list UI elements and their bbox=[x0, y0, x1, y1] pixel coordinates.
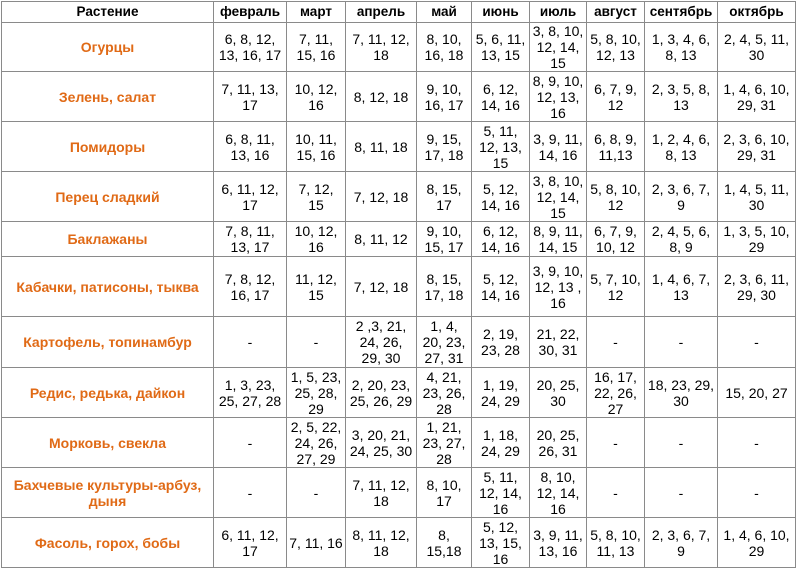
favorable-days-cell: 7, 12, 15 bbox=[287, 172, 346, 222]
column-header-month: июль bbox=[530, 2, 587, 23]
favorable-days-cell: - bbox=[214, 468, 287, 518]
table-row bbox=[2, 368, 796, 418]
favorable-days-cell: 5, 7, 10, 12 bbox=[587, 257, 645, 317]
favorable-days-cell: 11, 12, 15 bbox=[287, 257, 346, 317]
favorable-days-cell: 5, 12, 13, 15, 16 bbox=[472, 518, 530, 568]
favorable-days-cell: 8, 10, 12, 14, 16 bbox=[530, 468, 587, 518]
column-header-month: апрель bbox=[346, 2, 417, 23]
table-row bbox=[2, 518, 796, 568]
plant-name-cell: Бахчевые культуры-арбуз, дыня bbox=[2, 468, 214, 518]
favorable-days-cell: 1, 21, 23, 27, 28 bbox=[417, 418, 472, 468]
table-row bbox=[2, 257, 796, 317]
favorable-days-cell: 1, 4, 20, 23, 27, 31 bbox=[417, 317, 472, 368]
favorable-days-cell: 18, 23, 29, 30 bbox=[645, 368, 718, 418]
favorable-days-cell: 8, 11, 12 bbox=[346, 222, 417, 257]
favorable-days-cell: 6, 12, 14, 16 bbox=[472, 222, 530, 257]
favorable-days-cell: 7, 11, 13, 17 bbox=[214, 72, 287, 122]
favorable-days-cell: 2, 3, 6, 7, 9 bbox=[645, 518, 718, 568]
favorable-days-cell: 5, 12, 14, 16 bbox=[472, 257, 530, 317]
favorable-days-cell: 5, 8, 10, 12 bbox=[587, 172, 645, 222]
favorable-days-cell: 6, 8, 9, 11,13 bbox=[587, 122, 645, 172]
favorable-days-cell: 20, 25, 30 bbox=[530, 368, 587, 418]
favorable-days-cell: - bbox=[587, 468, 645, 518]
plant-name-cell: Баклажаны bbox=[2, 222, 214, 257]
table-row bbox=[2, 222, 796, 257]
plant-name-cell: Морковь, свекла bbox=[2, 418, 214, 468]
favorable-days-cell: 2, 3, 5, 8, 13 bbox=[645, 72, 718, 122]
favorable-days-cell: 7, 11, 12, 18 bbox=[346, 23, 417, 72]
favorable-days-cell: 2, 5, 22, 24, 26, 27, 29 bbox=[287, 418, 346, 468]
favorable-days-cell: 6, 7, 9, 10, 12 bbox=[587, 222, 645, 257]
table-row bbox=[2, 172, 796, 222]
favorable-days-cell: 7, 11, 16 bbox=[287, 518, 346, 568]
favorable-days-cell: 1, 3, 5, 10, 29 bbox=[718, 222, 796, 257]
favorable-days-cell: 5, 8, 10, 11, 13 bbox=[587, 518, 645, 568]
favorable-days-cell: 3, 9, 11, 14, 16 bbox=[530, 122, 587, 172]
favorable-days-cell: - bbox=[645, 317, 718, 368]
table-body bbox=[2, 23, 796, 568]
favorable-days-cell: 8, 11, 18 bbox=[346, 122, 417, 172]
favorable-days-cell: 2, 19, 23, 28 bbox=[472, 317, 530, 368]
favorable-days-cell: 8, 12, 18 bbox=[346, 72, 417, 122]
favorable-days-cell: 2, 3, 6, 11, 29, 30 bbox=[718, 257, 796, 317]
favorable-days-cell: 2, 3, 6, 7, 9 bbox=[645, 172, 718, 222]
planting-calendar-table bbox=[1, 1, 796, 568]
header-row bbox=[2, 2, 796, 23]
favorable-days-cell: - bbox=[287, 317, 346, 368]
favorable-days-cell: 8, 10, 17 bbox=[417, 468, 472, 518]
favorable-days-cell: 8, 15, 17 bbox=[417, 172, 472, 222]
favorable-days-cell: 6, 12, 14, 16 bbox=[472, 72, 530, 122]
plant-name-cell: Помидоры bbox=[2, 122, 214, 172]
favorable-days-cell: 7, 12, 18 bbox=[346, 172, 417, 222]
favorable-days-cell: 7, 8, 12, 16, 17 bbox=[214, 257, 287, 317]
plant-name-cell: Кабачки, патисоны, тыква bbox=[2, 257, 214, 317]
favorable-days-cell: 5, 11, 12, 14, 16 bbox=[472, 468, 530, 518]
favorable-days-cell: - bbox=[587, 418, 645, 468]
favorable-days-cell: 1, 3, 23, 25, 27, 28 bbox=[214, 368, 287, 418]
favorable-days-cell: 6, 7, 9, 12 bbox=[587, 72, 645, 122]
favorable-days-cell: 1, 4, 6, 10, 29 bbox=[718, 518, 796, 568]
plant-name-cell: Фасоль, горох, бобы bbox=[2, 518, 214, 568]
column-header-month: май bbox=[417, 2, 472, 23]
favorable-days-cell: 6, 11, 12, 17 bbox=[214, 518, 287, 568]
favorable-days-cell: - bbox=[645, 468, 718, 518]
favorable-days-cell: - bbox=[287, 468, 346, 518]
favorable-days-cell: 8, 9, 11, 14, 15 bbox=[530, 222, 587, 257]
favorable-days-cell: 5, 8, 10, 12, 13 bbox=[587, 23, 645, 72]
column-header-month: октябрь bbox=[718, 2, 796, 23]
favorable-days-cell: 1, 4, 5, 11, 30 bbox=[718, 172, 796, 222]
favorable-days-cell: 10, 12, 16 bbox=[287, 72, 346, 122]
table-row bbox=[2, 122, 796, 172]
plant-name-cell: Картофель, топинамбур bbox=[2, 317, 214, 368]
favorable-days-cell: 1, 5, 23, 25, 28, 29 bbox=[287, 368, 346, 418]
favorable-days-cell: 5, 12, 14, 16 bbox=[472, 172, 530, 222]
favorable-days-cell: 2, 20, 23, 25, 26, 29 bbox=[346, 368, 417, 418]
favorable-days-cell: 3, 8, 10, 12, 14, 15 bbox=[530, 172, 587, 222]
favorable-days-cell: 15, 20, 27 bbox=[718, 368, 796, 418]
favorable-days-cell: - bbox=[214, 418, 287, 468]
favorable-days-cell: 8, 15,18 bbox=[417, 518, 472, 568]
favorable-days-cell: - bbox=[718, 418, 796, 468]
favorable-days-cell: 1, 19, 24, 29 bbox=[472, 368, 530, 418]
favorable-days-cell: 5, 11, 12, 13, 15 bbox=[472, 122, 530, 172]
favorable-days-cell: 1, 4, 6, 7, 13 bbox=[645, 257, 718, 317]
favorable-days-cell: 3, 9, 11, 13, 16 bbox=[530, 518, 587, 568]
favorable-days-cell: 1, 3, 4, 6, 8, 13 bbox=[645, 23, 718, 72]
favorable-days-cell: 6, 8, 11, 13, 16 bbox=[214, 122, 287, 172]
favorable-days-cell: 7, 12, 18 bbox=[346, 257, 417, 317]
column-header-month: август bbox=[587, 2, 645, 23]
favorable-days-cell: 6, 8, 12, 13, 16, 17 bbox=[214, 23, 287, 72]
favorable-days-cell: 9, 10, 15, 17 bbox=[417, 222, 472, 257]
favorable-days-cell: 10, 12, 16 bbox=[287, 222, 346, 257]
favorable-days-cell: - bbox=[718, 317, 796, 368]
favorable-days-cell: - bbox=[214, 317, 287, 368]
favorable-days-cell: 3, 8, 10, 12, 14, 15 bbox=[530, 23, 587, 72]
favorable-days-cell: 9, 15, 17, 18 bbox=[417, 122, 472, 172]
favorable-days-cell: 3, 20, 21, 24, 25, 30 bbox=[346, 418, 417, 468]
favorable-days-cell: 8, 9, 10, 12, 13, 16 bbox=[530, 72, 587, 122]
favorable-days-cell: 1, 4, 6, 10, 29, 31 bbox=[718, 72, 796, 122]
favorable-days-cell: - bbox=[718, 468, 796, 518]
table-row bbox=[2, 317, 796, 368]
plant-name-cell: Перец сладкий bbox=[2, 172, 214, 222]
favorable-days-cell: 5, 6, 11, 13, 15 bbox=[472, 23, 530, 72]
column-header-plant: Растение bbox=[2, 2, 214, 23]
favorable-days-cell: 9, 10, 16, 17 bbox=[417, 72, 472, 122]
favorable-days-cell: 10, 11, 15, 16 bbox=[287, 122, 346, 172]
plant-name-cell: Зелень, салат bbox=[2, 72, 214, 122]
favorable-days-cell: 2 ,3, 21, 24, 26, 29, 30 bbox=[346, 317, 417, 368]
favorable-days-cell: 2, 3, 6, 10, 29, 31 bbox=[718, 122, 796, 172]
favorable-days-cell: 21, 22, 30, 31 bbox=[530, 317, 587, 368]
favorable-days-cell: 8, 10, 16, 18 bbox=[417, 23, 472, 72]
favorable-days-cell: 7, 11, 12, 18 bbox=[346, 468, 417, 518]
favorable-days-cell: 1, 2, 4, 6, 8, 13 bbox=[645, 122, 718, 172]
favorable-days-cell: 8, 15, 17, 18 bbox=[417, 257, 472, 317]
table-row bbox=[2, 72, 796, 122]
plant-name-cell: Редис, редька, дайкон bbox=[2, 368, 214, 418]
favorable-days-cell: 6, 11, 12, 17 bbox=[214, 172, 287, 222]
favorable-days-cell: - bbox=[645, 418, 718, 468]
favorable-days-cell: 1, 18, 24, 29 bbox=[472, 418, 530, 468]
column-header-month: март bbox=[287, 2, 346, 23]
column-header-month: июнь bbox=[472, 2, 530, 23]
favorable-days-cell: 4, 21, 23, 26, 28 bbox=[417, 368, 472, 418]
favorable-days-cell: 20, 25, 26, 31 bbox=[530, 418, 587, 468]
table-row bbox=[2, 418, 796, 468]
favorable-days-cell: 16, 17, 22, 26, 27 bbox=[587, 368, 645, 418]
favorable-days-cell: 7, 8, 11, 13, 17 bbox=[214, 222, 287, 257]
plant-name-cell: Огурцы bbox=[2, 23, 214, 72]
table-row bbox=[2, 23, 796, 72]
favorable-days-cell: 3, 9, 10, 12, 13 , 16 bbox=[530, 257, 587, 317]
favorable-days-cell: 8, 11, 12, 18 bbox=[346, 518, 417, 568]
favorable-days-cell: 2, 4, 5, 11, 30 bbox=[718, 23, 796, 72]
favorable-days-cell: - bbox=[587, 317, 645, 368]
column-header-month: сентябрь bbox=[645, 2, 718, 23]
favorable-days-cell: 2, 4, 5, 6, 8, 9 bbox=[645, 222, 718, 257]
column-header-month: февраль bbox=[214, 2, 287, 23]
favorable-days-cell: 7, 11, 15, 16 bbox=[287, 23, 346, 72]
table-row bbox=[2, 468, 796, 518]
